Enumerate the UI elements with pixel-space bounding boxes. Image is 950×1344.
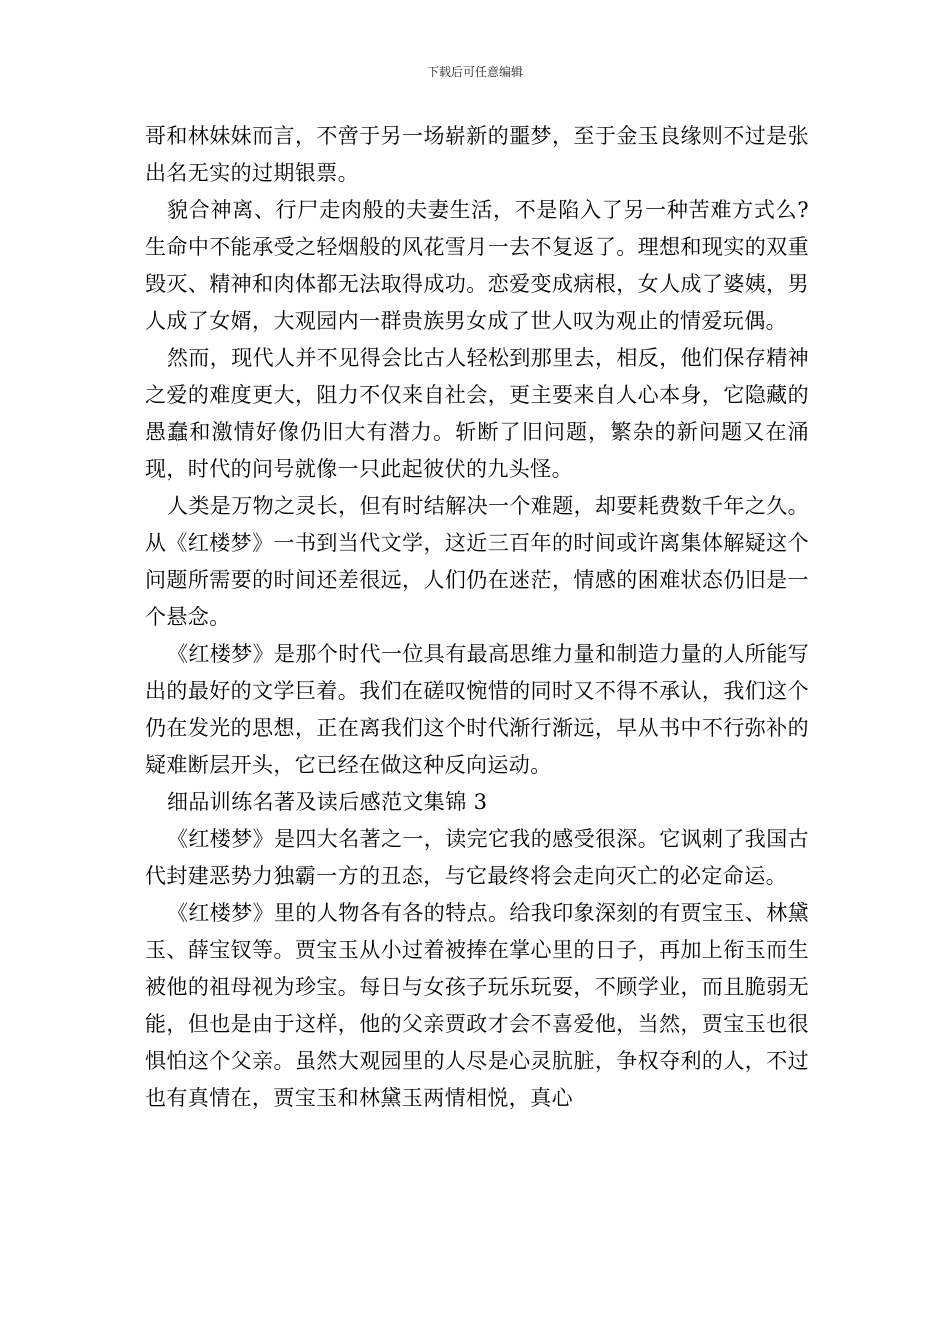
paragraph: 《红楼梦》是那个时代一位具有最高思维力量和制造力量的人所能写出的最好的文学巨着。我们在磋叹惋惜的同时又不得不承认，我们这个仍在发光的思想，正在离我们这个时代渐行渐远，早从书中不行弥补的疑难断层开头，它已经在做这种反向运动。 [145,642,809,777]
paragraph: 《红楼梦》里的人物各有各的特点。给我印象深刻的有贾宝玉、林黛玉、薛宝钗等。贾宝玉从小过着被捧在掌心里的日子，再加上衔玉而生被他的祖母视为珍宝。每日与女孩子玩乐玩耍，不顾学业，而且脆弱无能，但也是由于这样，他的父亲贾政才会不喜爱他，当然，贾宝玉也很惧怕这个父亲。虽然大观园里的人尽是心灵肮脏，争权夺利的人，不过也有真情在，贾宝玉和林黛玉两情相悦，真心 [145,901,809,1110]
paragraph: 哥和林妹妹而言，不啻于另一场崭新的噩梦，至于金玉良缘则不过是张出名无实的过期银票。 [145,124,809,185]
section-title: 细品训练名著及读后感范文集锦 3 [167,790,488,814]
paragraph: 人类是万物之灵长，但有时结解决一个难题，却要耗费数千年之久。从《红楼梦》一书到当代文学，这近三百年的时间或许离集体解疑这个问题所需要的时间还差很远，人们仍在迷茫，情感的困难状态仍旧是一个悬念。 [145,494,809,629]
paragraph: 然而，现代人并不见得会比古人轻松到那里去，相反，他们保存精神之爱的难度更大，阻力不仅来自社会，更主要来自人心本身，它隐藏的愚蠢和激情好像仍旧大有潜力。斩断了旧问题，繁杂的新问题又在涌现，时代的问号就像一只此起彼伏的九头怪。 [145,346,809,481]
document-body [145,118,809,1117]
paragraph: 《红楼梦》是四大名著之一，读完它我的感受很深。它讽刺了我国古代封建恶势力独霸一方的丑态，与它最终将会走向灭亡的必定命运。 [145,827,809,888]
page-header: 下载后可任意编辑 [426,65,523,79]
paragraph: 貌合神离、行尸走肉般的夫妻生活，不是陷入了另一种苦难方式么?生命中不能承受之轻烟般的风花雪月一去不复返了。理想和现实的双重毁灭、精神和肉体都无法取得成功。恋爱变成病根，女人成了婆姨，男人成了女婿，大观园内一群贵族男女成了世人叹为观止的情爱玩偶。 [145,198,809,333]
